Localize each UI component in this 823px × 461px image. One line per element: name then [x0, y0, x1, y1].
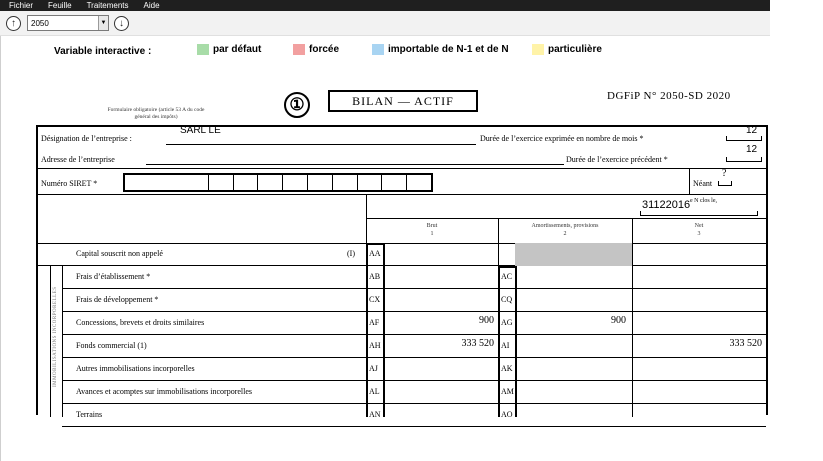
row-label: Autres immobilisations incorporelles: [76, 364, 195, 373]
legend-particular-label: particulière: [548, 44, 602, 55]
adresse-underline[interactable]: [146, 164, 564, 165]
row-brut-input[interactable]: 333 520: [461, 338, 494, 349]
closing-date-bracket: [640, 211, 758, 216]
col-brut-header: [368, 222, 496, 238]
row-net-input[interactable]: 333 520: [729, 338, 762, 349]
designation-label: Désignation de l’entreprise :: [41, 134, 132, 143]
designation-underline: [166, 144, 476, 145]
divider: [38, 194, 766, 195]
code-column-border: [515, 266, 517, 417]
duree-bracket: [726, 136, 762, 141]
row-code-brut: CX: [369, 295, 381, 304]
legend-importable: [372, 44, 509, 55]
row-label: Concessions, brevets et droits similaires: [76, 318, 205, 327]
row-code-brut: AB: [369, 272, 381, 281]
table-row: [38, 312, 766, 335]
closing-date-label: e N clos le,: [690, 198, 717, 204]
row-note: (I): [347, 249, 355, 258]
row-label: Frais d’établissement *: [76, 272, 151, 281]
siret-cell[interactable]: [382, 175, 407, 190]
year-combo-value: 2050: [31, 18, 49, 28]
menu-traitements[interactable]: Traitements: [86, 1, 129, 10]
legend-particular: [532, 44, 602, 55]
col-brut-label: Brut: [426, 223, 438, 229]
arrow-down-icon[interactable]: ↓: [114, 16, 129, 31]
row-code-brut: AN: [369, 410, 381, 419]
row-code-amort: AK: [501, 364, 513, 373]
row-code-brut: AA: [369, 249, 381, 258]
neant-value[interactable]: ?: [722, 168, 727, 179]
col-amort-label: Amortissements, provisions: [531, 223, 599, 229]
form-title: BILAN — ACTIF: [328, 90, 478, 112]
column-header-divider: [366, 218, 766, 219]
menu-feuille[interactable]: Feuille: [48, 1, 72, 10]
duree-prec-input[interactable]: 12: [746, 144, 758, 155]
adresse-label: Adresse de l’entreprise: [41, 155, 115, 164]
row-label: Fonds commercial (1): [76, 341, 147, 350]
section-vertical-label: IMMOBILISATIONS INCORPORELLES: [53, 286, 58, 387]
row-code-amort: CQ: [501, 295, 513, 304]
row-code-amort: AI: [501, 341, 510, 350]
row-code-brut: AJ: [369, 364, 378, 373]
row-code-brut: AF: [369, 318, 380, 327]
closing-date-value: 31122016: [642, 199, 691, 211]
siret-cell[interactable]: [308, 175, 333, 190]
toolbar: [0, 11, 770, 36]
greyed-cell: [515, 243, 632, 266]
row-label: Frais de développement *: [76, 295, 159, 304]
code-column-border: [498, 266, 517, 268]
menu-bar: [0, 0, 770, 11]
legend-forced-label: forcée: [309, 44, 340, 55]
code-column-border: [383, 243, 385, 417]
row-code-amort: AO: [501, 410, 513, 419]
code-column-border: [366, 243, 368, 417]
arrow-up-icon[interactable]: ↑: [6, 16, 21, 31]
siret-input[interactable]: [123, 173, 433, 192]
divider: [689, 168, 690, 194]
siret-cell[interactable]: [283, 175, 308, 190]
legend-default-label: par défaut: [213, 44, 262, 55]
legend-particular-swatch: [532, 44, 544, 55]
row-divider: [62, 426, 766, 427]
form-obligation-note: Formulaire obligatoire (article 53 A du code général des impôts): [107, 107, 205, 120]
legend-importable-swatch: [372, 44, 384, 55]
legend-forced-swatch: [293, 44, 305, 55]
siret-cell[interactable]: [258, 175, 283, 190]
siret-cell[interactable]: [358, 175, 383, 190]
row-code-brut: AL: [369, 387, 380, 396]
table-row: [38, 381, 766, 404]
row-code-amort: AC: [501, 272, 513, 281]
legend-default: [197, 44, 261, 55]
duree-input[interactable]: 12: [746, 125, 758, 136]
table-row: [38, 404, 766, 427]
col-net-number: 3: [697, 231, 701, 237]
legend-default-swatch: [197, 44, 209, 55]
legend-forced: [293, 44, 339, 55]
code-column-border: [366, 243, 385, 245]
table-row: [38, 243, 766, 266]
legend-importable-label: importable de N-1 et de N: [388, 44, 509, 55]
code-column-border: [498, 266, 500, 417]
bilan-actif-form: [36, 125, 768, 419]
col-net-header: [634, 222, 764, 238]
siret-cell[interactable]: [407, 175, 431, 190]
page-edge: [0, 36, 1, 461]
row-brut-input[interactable]: 900: [479, 315, 494, 326]
table-row: [38, 335, 766, 358]
designation-input[interactable]: SARL LE: [180, 125, 221, 136]
row-code-amort: AG: [501, 318, 513, 327]
menu-fichier[interactable]: Fichier: [9, 1, 34, 10]
table-row: [38, 358, 766, 381]
form-reference: DGFiP N° 2050-SD 2020: [607, 90, 731, 102]
legend-title: Variable interactive :: [54, 46, 152, 57]
col-amort-number: 2: [563, 231, 567, 237]
neant-label: Néant: [693, 179, 713, 188]
siret-cell[interactable]: [209, 175, 234, 190]
col-brut-number: 1: [430, 231, 434, 237]
row-amort-input[interactable]: 900: [611, 315, 626, 326]
row-code-amort: AM: [501, 387, 514, 396]
row-label: Avances et acomptes sur immobilisations incorporelles: [76, 387, 253, 396]
divider: [38, 168, 766, 169]
duree-prec-label: Durée de l’exercice précédent *: [566, 155, 668, 164]
chevron-down-icon[interactable]: ▼: [98, 16, 108, 30]
form-number: ①: [284, 92, 310, 118]
neant-bracket: [718, 181, 732, 186]
siret-cell[interactable]: [234, 175, 259, 190]
row-code-brut: AH: [369, 341, 381, 350]
table-row: [38, 266, 766, 289]
siret-cell[interactable]: [125, 175, 209, 190]
table-row: [38, 289, 766, 312]
duree-label: Durée de l’exercice exprimée en nombre de mois *: [480, 134, 644, 143]
row-label: Terrains: [76, 410, 103, 419]
duree-prec-bracket: [726, 157, 762, 162]
menu-aide[interactable]: Aide: [143, 1, 160, 10]
year-combo[interactable]: [27, 15, 109, 31]
siret-label: Numéro SIRET *: [41, 179, 98, 188]
col-net-label: Net: [694, 223, 704, 229]
col-amort-header: [500, 222, 630, 238]
siret-cell[interactable]: [333, 175, 358, 190]
row-label: Capital souscrit non appelé: [76, 249, 163, 258]
